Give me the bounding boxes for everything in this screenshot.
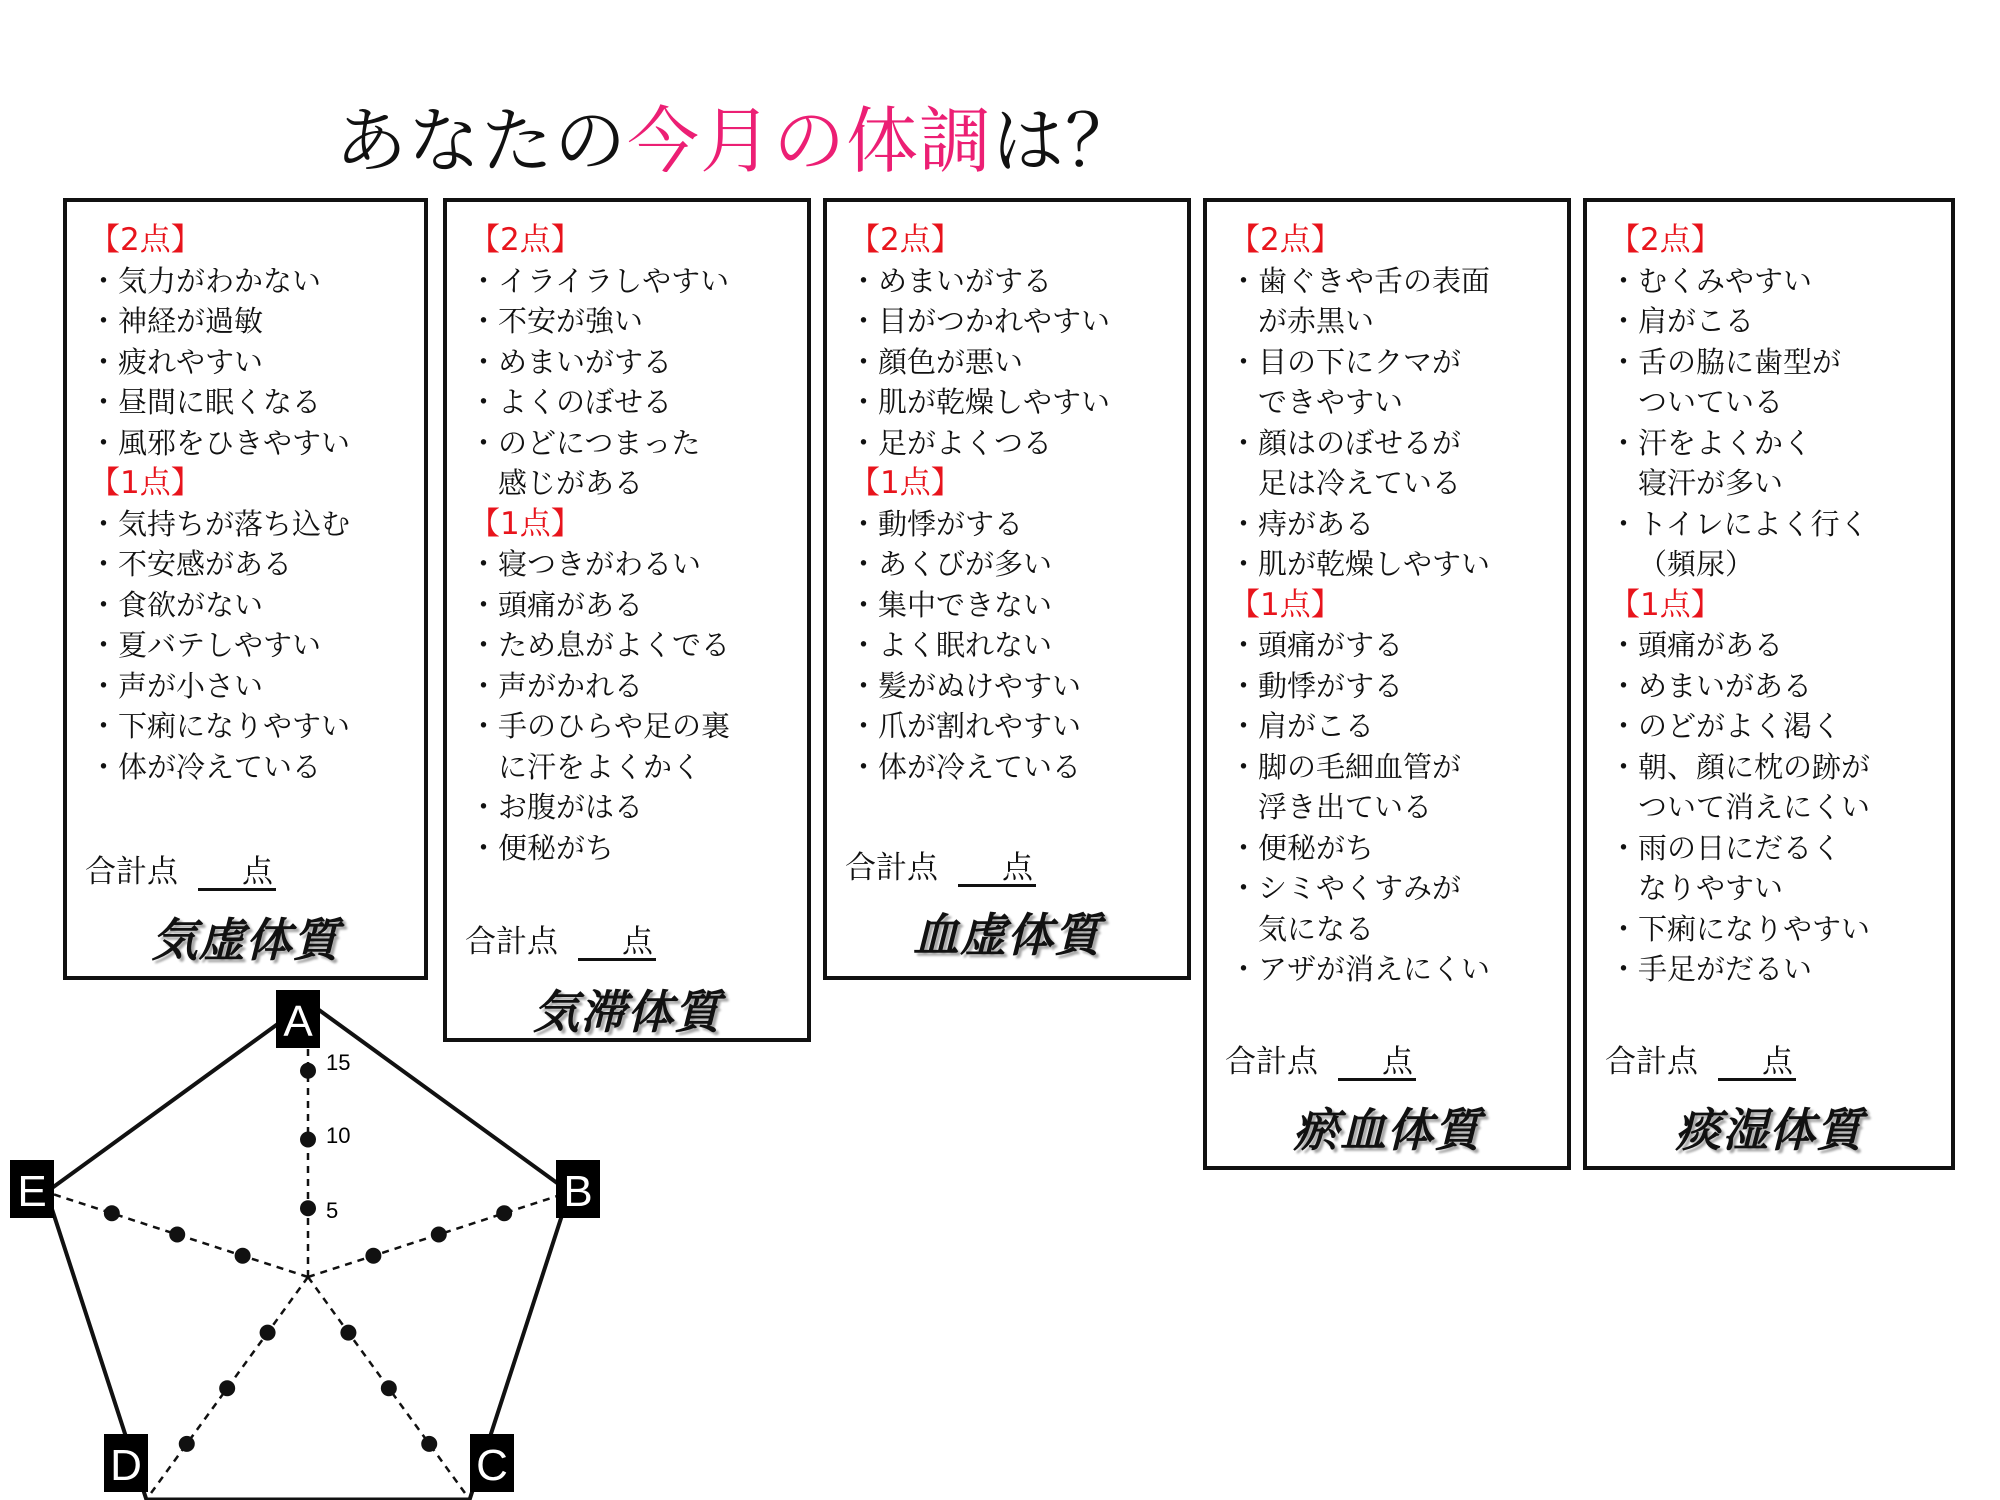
symptom-item: ・ ため息がよくでる bbox=[469, 625, 730, 666]
symptom-item: （頻尿） bbox=[1638, 547, 1755, 581]
symptom-item: ・ 肩がこる bbox=[1609, 301, 1870, 342]
symptom-item: ・ 夏バテしやすい bbox=[89, 625, 350, 666]
symptom-item: なりやすい bbox=[1638, 871, 1784, 905]
axis-label-E bbox=[10, 1160, 54, 1218]
symptom-item: ・ 動悸がする bbox=[849, 504, 1110, 545]
symptom-item: ・ アザが消えにくい bbox=[1229, 949, 1490, 990]
symptom-item: 足は冷えている bbox=[1258, 466, 1462, 500]
symptom-item: ・ のどがよく渇く bbox=[1609, 706, 1870, 747]
symptom-item: ついて消えにくい bbox=[1638, 790, 1871, 824]
symptom-item: ・ 歯ぐきや舌の表面 bbox=[1229, 261, 1490, 302]
constitution-name: 瘀血体質 bbox=[1293, 1103, 1481, 1157]
points-heading: 【2点】 bbox=[1609, 222, 1722, 258]
symptom-item: ・ 声が小さい bbox=[89, 666, 350, 707]
svg-text:A: A bbox=[283, 997, 313, 1046]
symptom-item: ・ よくのぼせる bbox=[469, 382, 730, 423]
radar-point-A-15 bbox=[300, 1063, 316, 1079]
points-heading: 【2点】 bbox=[1229, 222, 1342, 258]
symptom-item: ・ 目がつかれやすい bbox=[849, 301, 1110, 342]
symptom-item: が赤黒い bbox=[1258, 304, 1375, 338]
total-label: 合計点 bbox=[845, 850, 938, 886]
symptom-item: ・ 便秘がち bbox=[469, 828, 730, 869]
radar-point-A-5 bbox=[300, 1200, 316, 1216]
symptom-item: ・ 顔色が悪い bbox=[849, 342, 1110, 383]
radar-point-B-5 bbox=[365, 1248, 381, 1264]
symptom-item: ・ 頭痛がある bbox=[1609, 625, 1870, 666]
radar-point-D-5 bbox=[260, 1325, 276, 1341]
total-label: 合計点 bbox=[1605, 1044, 1698, 1080]
symptom-item: ・ 不安が強い bbox=[469, 301, 730, 342]
total-unit: 点 bbox=[622, 924, 653, 960]
points-heading: 【2点】 bbox=[89, 222, 202, 258]
symptom-item: ・ 不安感がある bbox=[89, 544, 350, 585]
radar-point-C-15 bbox=[421, 1436, 437, 1452]
symptom-item: ・ 下痢になりやすい bbox=[1609, 909, 1870, 950]
symptom-item: ・ 体が冷えている bbox=[849, 747, 1110, 788]
symptom-item: ・ 舌の脇に歯型が bbox=[1609, 342, 1870, 383]
symptom-item: ついている bbox=[1638, 385, 1784, 419]
symptom-item: ・ 体が冷えている bbox=[89, 747, 350, 788]
radar-point-A-10 bbox=[300, 1132, 316, 1148]
symptom-item: ・ 食欲がない bbox=[89, 585, 350, 626]
total-unit: 点 bbox=[1762, 1044, 1793, 1080]
symptom-item: ・ 便秘がち bbox=[1229, 828, 1490, 869]
total-unit: 点 bbox=[242, 854, 273, 890]
symptom-item: ・ よく眠れない bbox=[849, 625, 1110, 666]
radar-scale-labels bbox=[326, 1050, 350, 1223]
points-heading: 【1点】 bbox=[1609, 586, 1722, 623]
symptom-item: ・ 顔はのぼせるが bbox=[1229, 423, 1490, 464]
title-highlight: 今月の体調 bbox=[627, 99, 993, 183]
symptom-item: ・ シミやくすみが bbox=[1229, 868, 1490, 909]
scale-label-15: 15 bbox=[326, 1050, 351, 1075]
symptom-item: ・ 雨の日にだるく bbox=[1609, 828, 1870, 869]
total-unit: 点 bbox=[1002, 850, 1033, 886]
symptom-item: 寝汗が多い bbox=[1638, 466, 1784, 500]
symptom-item: 浮き出ている bbox=[1258, 790, 1433, 824]
axis-label-C bbox=[470, 1434, 514, 1492]
symptom-item: ・ めまいがする bbox=[469, 342, 730, 383]
radar-point-C-10 bbox=[381, 1380, 397, 1396]
symptom-item: ・ イライラしやすい bbox=[469, 261, 730, 302]
symptom-item: ・ トイレによく行く bbox=[1609, 504, 1870, 545]
axis-label-D bbox=[104, 1434, 148, 1492]
svg-text:E: E bbox=[17, 1167, 47, 1216]
axis-label-B bbox=[556, 1160, 600, 1218]
symptom-item: ・ 神経が過敏 bbox=[89, 301, 350, 342]
title-prefix: あなたの bbox=[335, 99, 628, 183]
symptom-item: ・ 気力がわかない bbox=[89, 261, 350, 302]
symptom-item: ・ 手足がだるい bbox=[1609, 949, 1870, 990]
symptom-item: ・ 手のひらや足の裏 bbox=[469, 706, 730, 747]
svg-text:D: D bbox=[110, 1441, 142, 1490]
svg-text:C: C bbox=[476, 1441, 508, 1490]
symptom-item: できやすい bbox=[1258, 385, 1404, 419]
symptom-item: ・ 爪が割れやすい bbox=[849, 706, 1110, 747]
total-label: 合計点 bbox=[85, 854, 178, 890]
radar-point-C-5 bbox=[340, 1325, 356, 1341]
symptom-item: ・ 肩がこる bbox=[1229, 706, 1490, 747]
symptom-item: ・ お腹がはる bbox=[469, 787, 730, 828]
symptom-item: ・ 疲れやすい bbox=[89, 342, 350, 383]
total-label: 合計点 bbox=[1225, 1044, 1318, 1080]
radar-point-E-15 bbox=[104, 1205, 120, 1221]
symptom-item: ・ 頭痛がする bbox=[1229, 625, 1490, 666]
symptom-item: ・ 集中できない bbox=[849, 585, 1110, 626]
symptom-item: ・ 気持ちが落ち込む bbox=[89, 504, 350, 545]
symptom-item: ・ 風邪をひきやすい bbox=[89, 423, 350, 464]
symptom-item: ・ 髪がぬけやすい bbox=[849, 666, 1110, 707]
total-label: 合計点 bbox=[465, 924, 558, 960]
symptom-item: ・ 目の下にクマが bbox=[1229, 342, 1490, 383]
radar-point-D-15 bbox=[179, 1436, 195, 1452]
symptom-item: ・ 朝、顔に枕の跡が bbox=[1609, 747, 1870, 788]
symptom-item: ・ 声がかれる bbox=[469, 666, 730, 707]
symptom-item: 感じがある bbox=[498, 466, 644, 500]
radar-point-B-15 bbox=[496, 1205, 512, 1221]
symptom-item: に汗をよくかく bbox=[498, 749, 702, 784]
constitution-name: 血虚体質 bbox=[913, 908, 1101, 962]
symptom-item: ・ むくみやすい bbox=[1609, 261, 1870, 302]
symptom-item: ・ めまいがする bbox=[849, 261, 1110, 302]
points-heading: 【1点】 bbox=[1229, 586, 1342, 623]
radar-point-B-10 bbox=[431, 1227, 447, 1243]
symptom-item: ・ 頭痛がある bbox=[469, 585, 730, 626]
constitution-name: 痰湿体質 bbox=[1675, 1103, 1863, 1157]
svg-text:B: B bbox=[563, 1167, 593, 1216]
symptom-item: ・ 脚の毛細血管が bbox=[1229, 747, 1490, 788]
radar-point-E-5 bbox=[235, 1248, 251, 1264]
symptom-item: ・ 痔がある bbox=[1229, 504, 1490, 545]
points-heading: 【1点】 bbox=[89, 465, 202, 501]
symptom-item: ・ あくびが多い bbox=[849, 544, 1110, 585]
constitution-name: 気滞体質 bbox=[533, 985, 721, 1039]
scale-label-10: 10 bbox=[326, 1123, 351, 1148]
radar-point-E-10 bbox=[169, 1227, 185, 1243]
points-heading: 【1点】 bbox=[469, 505, 582, 542]
symptom-item: ・ めまいがある bbox=[1609, 666, 1870, 707]
symptom-item: ・ 寝つきがわるい bbox=[469, 544, 730, 585]
radar-point-D-10 bbox=[219, 1380, 235, 1396]
symptom-item: ・ 肌が乾燥しやすい bbox=[1229, 544, 1490, 585]
points-heading: 【2点】 bbox=[849, 222, 962, 258]
symptom-item: ・ 昼間に眠くなる bbox=[89, 382, 350, 423]
constitution-name: 気虚体質 bbox=[151, 913, 340, 967]
points-heading: 【2点】 bbox=[469, 222, 582, 258]
symptom-item: 気になる bbox=[1258, 911, 1375, 946]
axis-label-A bbox=[276, 990, 320, 1048]
scale-label-5: 5 bbox=[326, 1198, 339, 1223]
symptom-item: ・ 動悸がする bbox=[1229, 666, 1490, 707]
symptom-item: ・ 足がよくつる bbox=[849, 423, 1110, 464]
title-suffix: は？ bbox=[992, 99, 1139, 183]
symptom-item: ・ 汗をよくかく bbox=[1609, 423, 1870, 464]
points-heading: 【1点】 bbox=[849, 465, 962, 501]
symptom-item: ・ 下痢になりやすい bbox=[89, 706, 350, 747]
symptom-item: ・ のどにつまった bbox=[469, 423, 730, 464]
total-unit: 点 bbox=[1382, 1044, 1413, 1080]
symptom-item: ・ 肌が乾燥しやすい bbox=[849, 382, 1110, 423]
